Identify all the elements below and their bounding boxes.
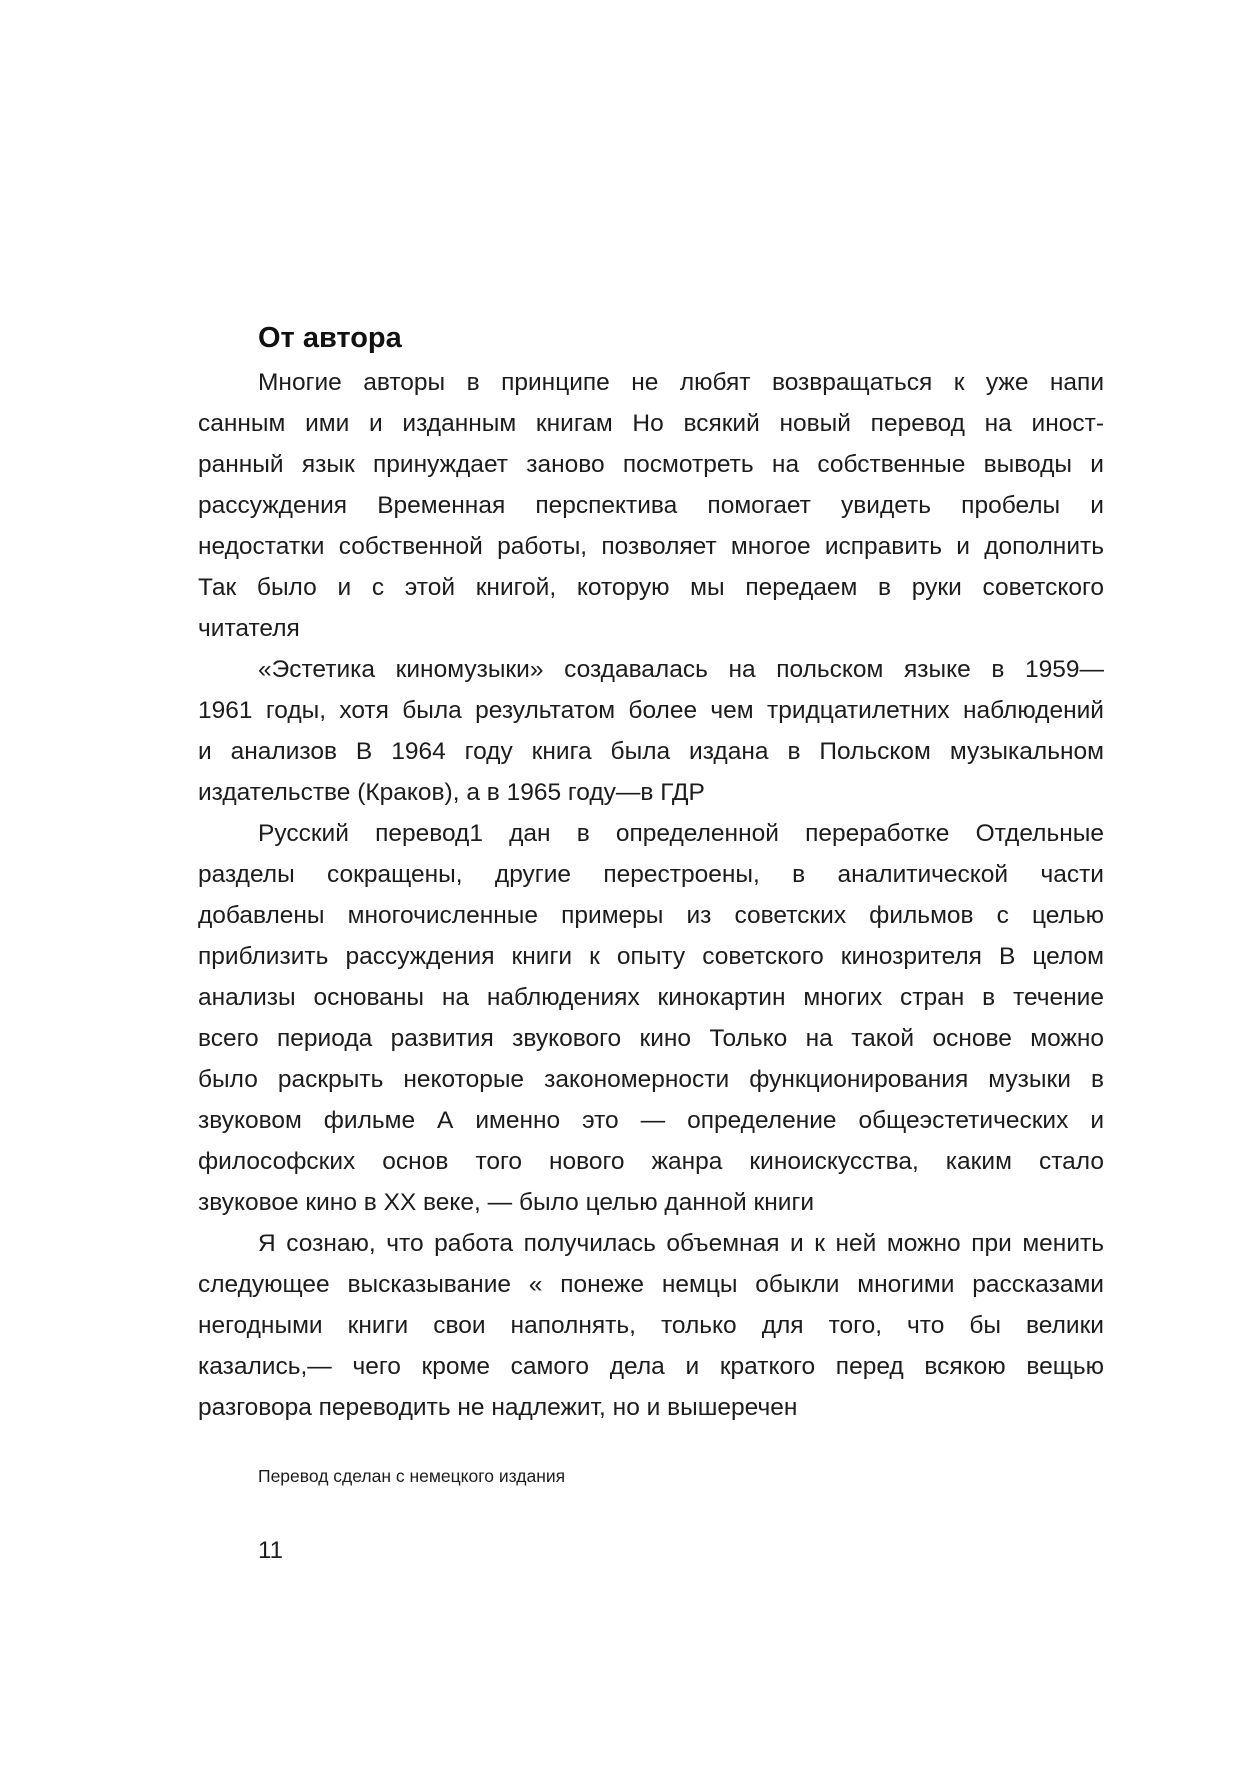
paragraph-2	[198, 649, 1104, 813]
text-line: всего периода развития звукового кино Только на такой основе можно	[198, 1025, 1104, 1052]
text-line: разделы сокращены, другие перестроены, в аналитической части	[198, 861, 1104, 888]
footnote: Перевод сделан с немецкого издания	[258, 1466, 566, 1486]
text-line: было раскрыть некоторые закономерности функционирования музыки в	[198, 1066, 1104, 1093]
text-line: разговора переводить не надлежит, но и вышеречен	[198, 1394, 798, 1421]
text-line: звуковое кино в XX веке, — было целью данной книги	[198, 1189, 815, 1216]
text-line: рассуждения Временная перспектива помогает увидеть пробелы и	[198, 492, 1104, 519]
paragraph-1	[198, 362, 1104, 649]
text-line: Я сознаю, что работа получилась объемная и к ней можно при менить	[258, 1230, 1104, 1257]
text-line: издательстве (Краков), а в 1965 году—в ГДР	[198, 779, 705, 806]
text-line: Русский перевод1 дан в определенной переработке Отдельные	[258, 820, 1104, 847]
text-line: следующее высказывание « понеже немцы обыкли многими рассказами	[198, 1271, 1104, 1298]
text-line: звуковом фильме А именно это — определение общеэстетических и	[198, 1107, 1104, 1134]
text-line: ранный язык принуждает заново посмотреть на собственные выводы и	[198, 451, 1104, 478]
paragraph-3	[198, 813, 1104, 1223]
text-line: приблизить рассуждения книги к опыту советского кинозрителя В целом	[198, 943, 1104, 970]
text-line: недостатки собственной работы, позволяет многое исправить и дополнить	[198, 533, 1104, 560]
text-line: Многие авторы в принципе не любят возвращаться к уже напи	[258, 369, 1104, 396]
text-line: добавлены многочисленные примеры из советских фильмов с целью	[198, 902, 1104, 929]
text-line: санным ими и изданным книгам Но всякий новый перевод на иност-	[198, 410, 1104, 437]
text-line: негодными книги свои наполнять, только для того, что бы велики	[198, 1312, 1104, 1339]
section-title: От автора	[258, 322, 402, 354]
text-line: анализы основаны на наблюдениях кинокартин многих стран в течение	[198, 984, 1104, 1011]
page-number: 11	[258, 1537, 283, 1564]
page-content	[198, 318, 1104, 1428]
paragraph-4	[198, 1223, 1104, 1428]
text-line: философских основ того нового жанра киноискусства, каким стало	[198, 1148, 1104, 1175]
text-line: Так было и с этой книгой, которую мы передаем в руки советского	[198, 574, 1104, 601]
text-line: «Эстетика киномузыки» создавалась на польском языке в 1959—	[258, 656, 1104, 683]
text-line: 1961 годы, хотя была результатом более чем тридцатилетних наблюдений	[198, 697, 1104, 724]
text-line: и анализов В 1964 году книга была издана в Польском музыкальном	[198, 738, 1104, 765]
text-line: читателя	[198, 615, 300, 642]
text-line: казались,— чего кроме самого дела и краткого перед всякою вещью	[198, 1353, 1104, 1380]
